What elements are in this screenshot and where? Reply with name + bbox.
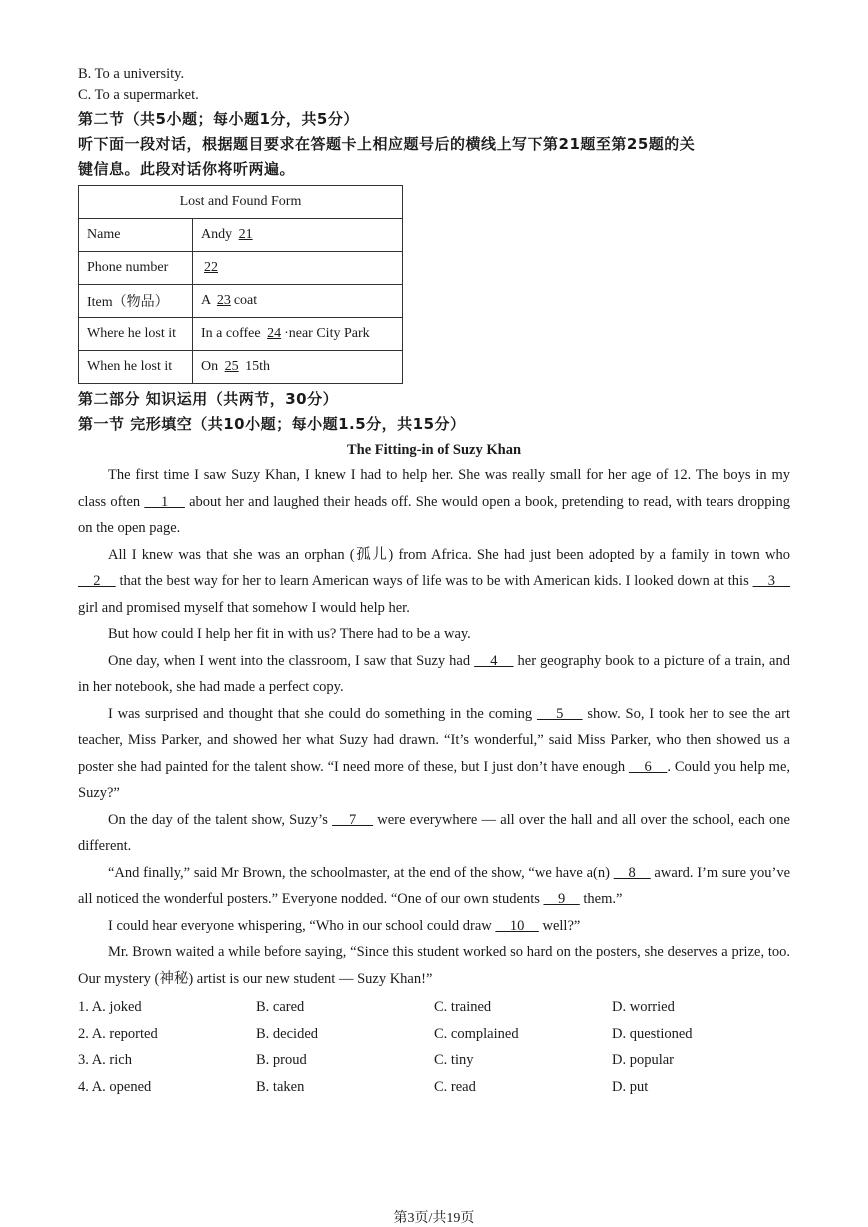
- cloze-blank-5[interactable]: 5: [536, 705, 583, 722]
- section2-instruction-2: 键信息。此段对话你将听两遍。: [78, 160, 296, 178]
- option[interactable]: 2. A. reported: [78, 1025, 158, 1042]
- form-label: Phone number: [79, 252, 193, 285]
- cloze-section-heading: 第一节 完形填空（共10小题；每小题1.5分，共15分）: [78, 415, 466, 433]
- cloze-blank-4[interactable]: 4: [474, 652, 514, 669]
- paragraph-8: I could hear everyone whispering, “Who in our school could draw 10 well?”: [108, 917, 581, 934]
- cloze-blank-1[interactable]: 1: [144, 493, 185, 510]
- passage-title: The Fitting-in of Suzy Khan: [346, 442, 522, 458]
- form-row: [79, 351, 403, 384]
- option[interactable]: 4. A. opened: [78, 1078, 152, 1095]
- form-label: Where he lost it: [79, 318, 193, 351]
- page-number: 第3页/共19页: [393, 1211, 475, 1226]
- answer-blank-21[interactable]: 21: [238, 227, 253, 242]
- form-value: In a coffee 24 ·near City Park: [193, 318, 403, 351]
- form-value: A 23 coat: [193, 285, 403, 318]
- answer-options: [78, 994, 790, 1100]
- section2-heading: 第二节（共5小题；每小题1分，共5分）: [78, 110, 359, 128]
- cloze-blank-2[interactable]: 2: [78, 573, 116, 589]
- cloze-blank-8[interactable]: 8: [613, 864, 651, 881]
- cloze-blank-6[interactable]: 6: [628, 758, 668, 775]
- option-row-4: [78, 1074, 790, 1101]
- exam-page: [78, 64, 790, 1100]
- form-value: Andy 21: [193, 219, 403, 252]
- prev-option-b: B. To a university.: [78, 66, 185, 82]
- option[interactable]: B. proud: [256, 1052, 307, 1068]
- option[interactable]: B. decided: [256, 1025, 319, 1042]
- option[interactable]: B. taken: [256, 1078, 305, 1095]
- option[interactable]: C. complained: [434, 1025, 519, 1042]
- cloze-blank-7[interactable]: 7: [332, 811, 374, 828]
- paragraph-4: One day, when I went into the classroom, I saw that Suzy had 4 her geography book to a picture of a train, and in her notebook, she had made a perfect copy.: [78, 652, 790, 695]
- part2-heading: 第二部分 知识运用（共两节，30分）: [78, 390, 339, 408]
- form-title: Lost and Found Form: [79, 186, 403, 219]
- form-label: Item（物品）: [79, 285, 193, 318]
- option[interactable]: D. popular: [612, 1052, 675, 1068]
- option[interactable]: C. tiny: [434, 1052, 474, 1068]
- option[interactable]: C. trained: [434, 999, 492, 1015]
- paragraph-6: On the day of the talent show, Suzy’s 7 were everywhere — all over the hall and all over the school, each one different.: [78, 811, 790, 854]
- form-label: Name: [79, 219, 193, 252]
- cloze-blank-10[interactable]: 10: [495, 917, 539, 934]
- form-row: [79, 285, 403, 318]
- form-value: [193, 252, 403, 285]
- paragraph-9: Mr. Brown waited a while before saying, “Since this student worked so hard on the posters, she deserves a prize, too. Our mystery (神秘) artist is our new student — Suzy Khan!”: [78, 944, 790, 987]
- lost-and-found-form: [78, 185, 403, 384]
- cloze-blank-3[interactable]: 3: [752, 573, 791, 589]
- answer-blank-22[interactable]: 22: [204, 260, 218, 275]
- answer-blank-23[interactable]: 23: [216, 293, 231, 308]
- option[interactable]: C. read: [434, 1078, 476, 1095]
- paragraph-2: All I knew was that she was an orphan (孤儿) from Africa. She had just been adopted by a family in town who 2 that the best way for her to learn American ways of life was to be with American kids. I looked down at this 3 girl and promised myself that somehow I would help her.: [78, 546, 791, 616]
- option-row-1: [78, 994, 790, 1021]
- option[interactable]: B. cared: [256, 999, 305, 1015]
- answer-blank-24[interactable]: 24: [267, 326, 282, 341]
- paragraph-5: I was surprised and thought that she could do something in the coming 5 show. So, I took her to see the art teacher, Miss Parker, and showed her what Suzy had drawn. “It’s wonderful,” said Miss Parker, who then showed us a poster she had painted for the talent show. “I need more of these, but I just don’t have enough 6 . Could you help me, Suzy?”: [78, 705, 791, 801]
- section2-instruction-1: 听下面一段对话，根据题目要求在答题卡上相应题号后的横线上写下第21题至第25题的关: [78, 135, 696, 153]
- option[interactable]: D. questioned: [612, 1025, 693, 1042]
- option-row-2: [78, 1021, 790, 1048]
- option[interactable]: D. worried: [612, 999, 675, 1015]
- option[interactable]: 1. A. joked: [78, 999, 142, 1015]
- cloze-blank-9[interactable]: 9: [543, 891, 580, 907]
- paragraph-3: But how could I help her fit in with us? There had to be a way.: [108, 626, 471, 642]
- option[interactable]: D. put: [612, 1078, 649, 1095]
- option[interactable]: 3. A. rich: [78, 1052, 132, 1068]
- form-label: When he lost it: [79, 351, 193, 384]
- paragraph-7: “And finally,” said Mr Brown, the schoolmaster, at the end of the show, “we have a(n) 8 award. I’m sure you’ve all noticed the wonderful posters.” Everyone nodded. “One of our own students 9 them.”: [78, 864, 791, 907]
- form-row: [79, 219, 403, 252]
- form-value: On 25 15th: [193, 351, 403, 384]
- form-row: [79, 252, 403, 285]
- form-row: [79, 318, 403, 351]
- prev-option-c: C. To a supermarket.: [78, 87, 199, 103]
- option-row-3: [78, 1047, 790, 1074]
- paragraph-1: The first time I saw Suzy Khan, I knew I had to help her. She was really small for her age of 12. The boys in my class often 1 about her and laughed their heads off. She would open a book, pretending to read, with tears dropping on the open page.: [78, 467, 791, 536]
- answer-blank-25[interactable]: 25: [224, 359, 239, 374]
